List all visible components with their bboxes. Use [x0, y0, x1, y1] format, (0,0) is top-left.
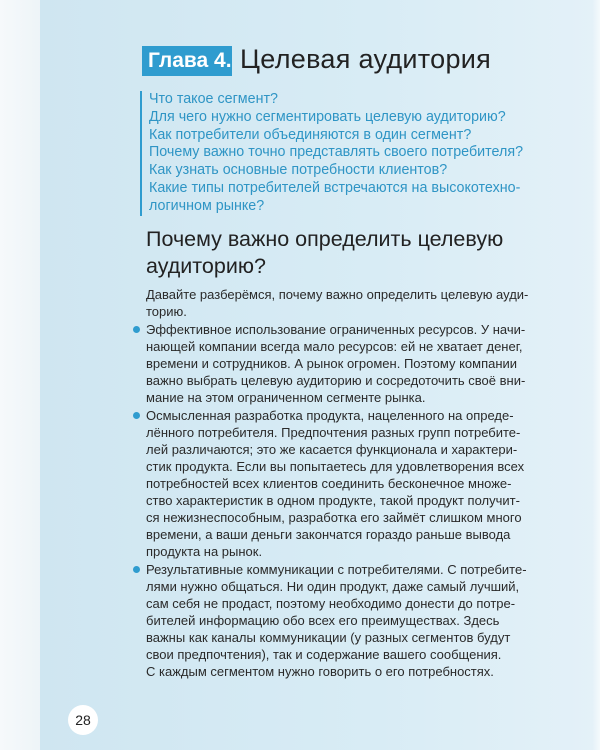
text-line: лённого потребителя. Предпочтения разных групп потребите- — [146, 425, 521, 440]
text-line: лей различаются; это же касается функционала и характери- — [146, 442, 518, 457]
text-line: времени, а ваши деньги закончатся гораздо раньше вывода — [146, 527, 511, 542]
text-line: торию. — [146, 304, 187, 319]
question-line: Как узнать основные потребности клиентов? — [149, 162, 448, 179]
body-text — [146, 286, 546, 680]
question-line: Что такое сегмент? — [149, 91, 278, 107]
intro-paragraph — [146, 286, 546, 320]
question-line: Как потребители объединяются в один сегмент? — [149, 126, 472, 143]
text-line: ся нежизнеспособным, разработка его займёт слишком много — [146, 510, 522, 525]
question-line: Для чего нужно сегментировать целевую аудиторию? — [149, 108, 506, 125]
bullet-dot-icon — [133, 412, 140, 419]
chapter-questions — [140, 91, 549, 216]
text-line: нающей компании всегда мало ресурсов: ей не хватает денег, — [146, 339, 523, 354]
text-line: продукта на рынок. — [146, 544, 263, 559]
text-line: Эффективное использование ограниченных ресурсов. У начи- — [146, 322, 526, 337]
text-line: Осмысленная разработка продукта, нацеленного на опреде- — [146, 408, 514, 423]
text-line: Результативные коммуникации с потребителями. С потребите- — [146, 562, 527, 577]
bullet-item — [146, 561, 546, 680]
text-line: Давайте разберёмся, почему важно определить целевую ауди- — [146, 287, 529, 302]
section-heading — [146, 226, 546, 280]
text-line: С каждым сегментом нужно говорить о его потребностях. — [146, 664, 494, 679]
text-line: сам себя не продаст, поэтому необходимо донести до потре- — [146, 596, 516, 611]
chapter-label: Глава 4. — [142, 46, 232, 76]
text-line: бителей информацию обо всех его преимуществах. Здесь — [146, 613, 500, 628]
text-line: мание на этом ограниченном сегменте рынка. — [146, 390, 426, 405]
text-line: свои предпочтения), так и содержание вашего сообщения. — [146, 647, 502, 662]
bullet-item — [146, 407, 546, 560]
bullet-item — [146, 321, 546, 406]
text-line: важны как каналы коммуникации (у разных сегментов будут — [146, 630, 511, 645]
bullet-dot-icon — [133, 326, 140, 333]
question-line: Какие типы потребителей встречаются на высокотехно- — [149, 179, 521, 196]
text-line: лями нужно общаться. Ни один продукт, даже самый лучший, — [146, 579, 520, 594]
heading-line: аудиторию? — [146, 254, 266, 278]
text-line: потребностей всех клиентов соединить бесконечное множе- — [146, 476, 512, 491]
chapter-title: Целевая аудитория — [240, 44, 492, 74]
question-line: Почему важно точно представлять своего потребителя? — [149, 144, 524, 161]
page-number: 28 — [68, 705, 98, 735]
question-line: логичном рынке? — [149, 197, 265, 214]
text-line: ство характеристик в одном продукте, такой продукт получит- — [146, 493, 520, 508]
text-line: важно выбрать целевую аудиторию и сосредоточить своё вни- — [146, 373, 526, 388]
text-line: стик продукта. Если вы попытаетесь для удовлетворения всех — [146, 459, 525, 474]
bullet-dot-icon — [133, 566, 140, 573]
text-line: времени и сотрудников. А рынок огромен. Поэтому компании — [146, 356, 518, 371]
heading-line: Почему важно определить целевую — [146, 227, 504, 251]
